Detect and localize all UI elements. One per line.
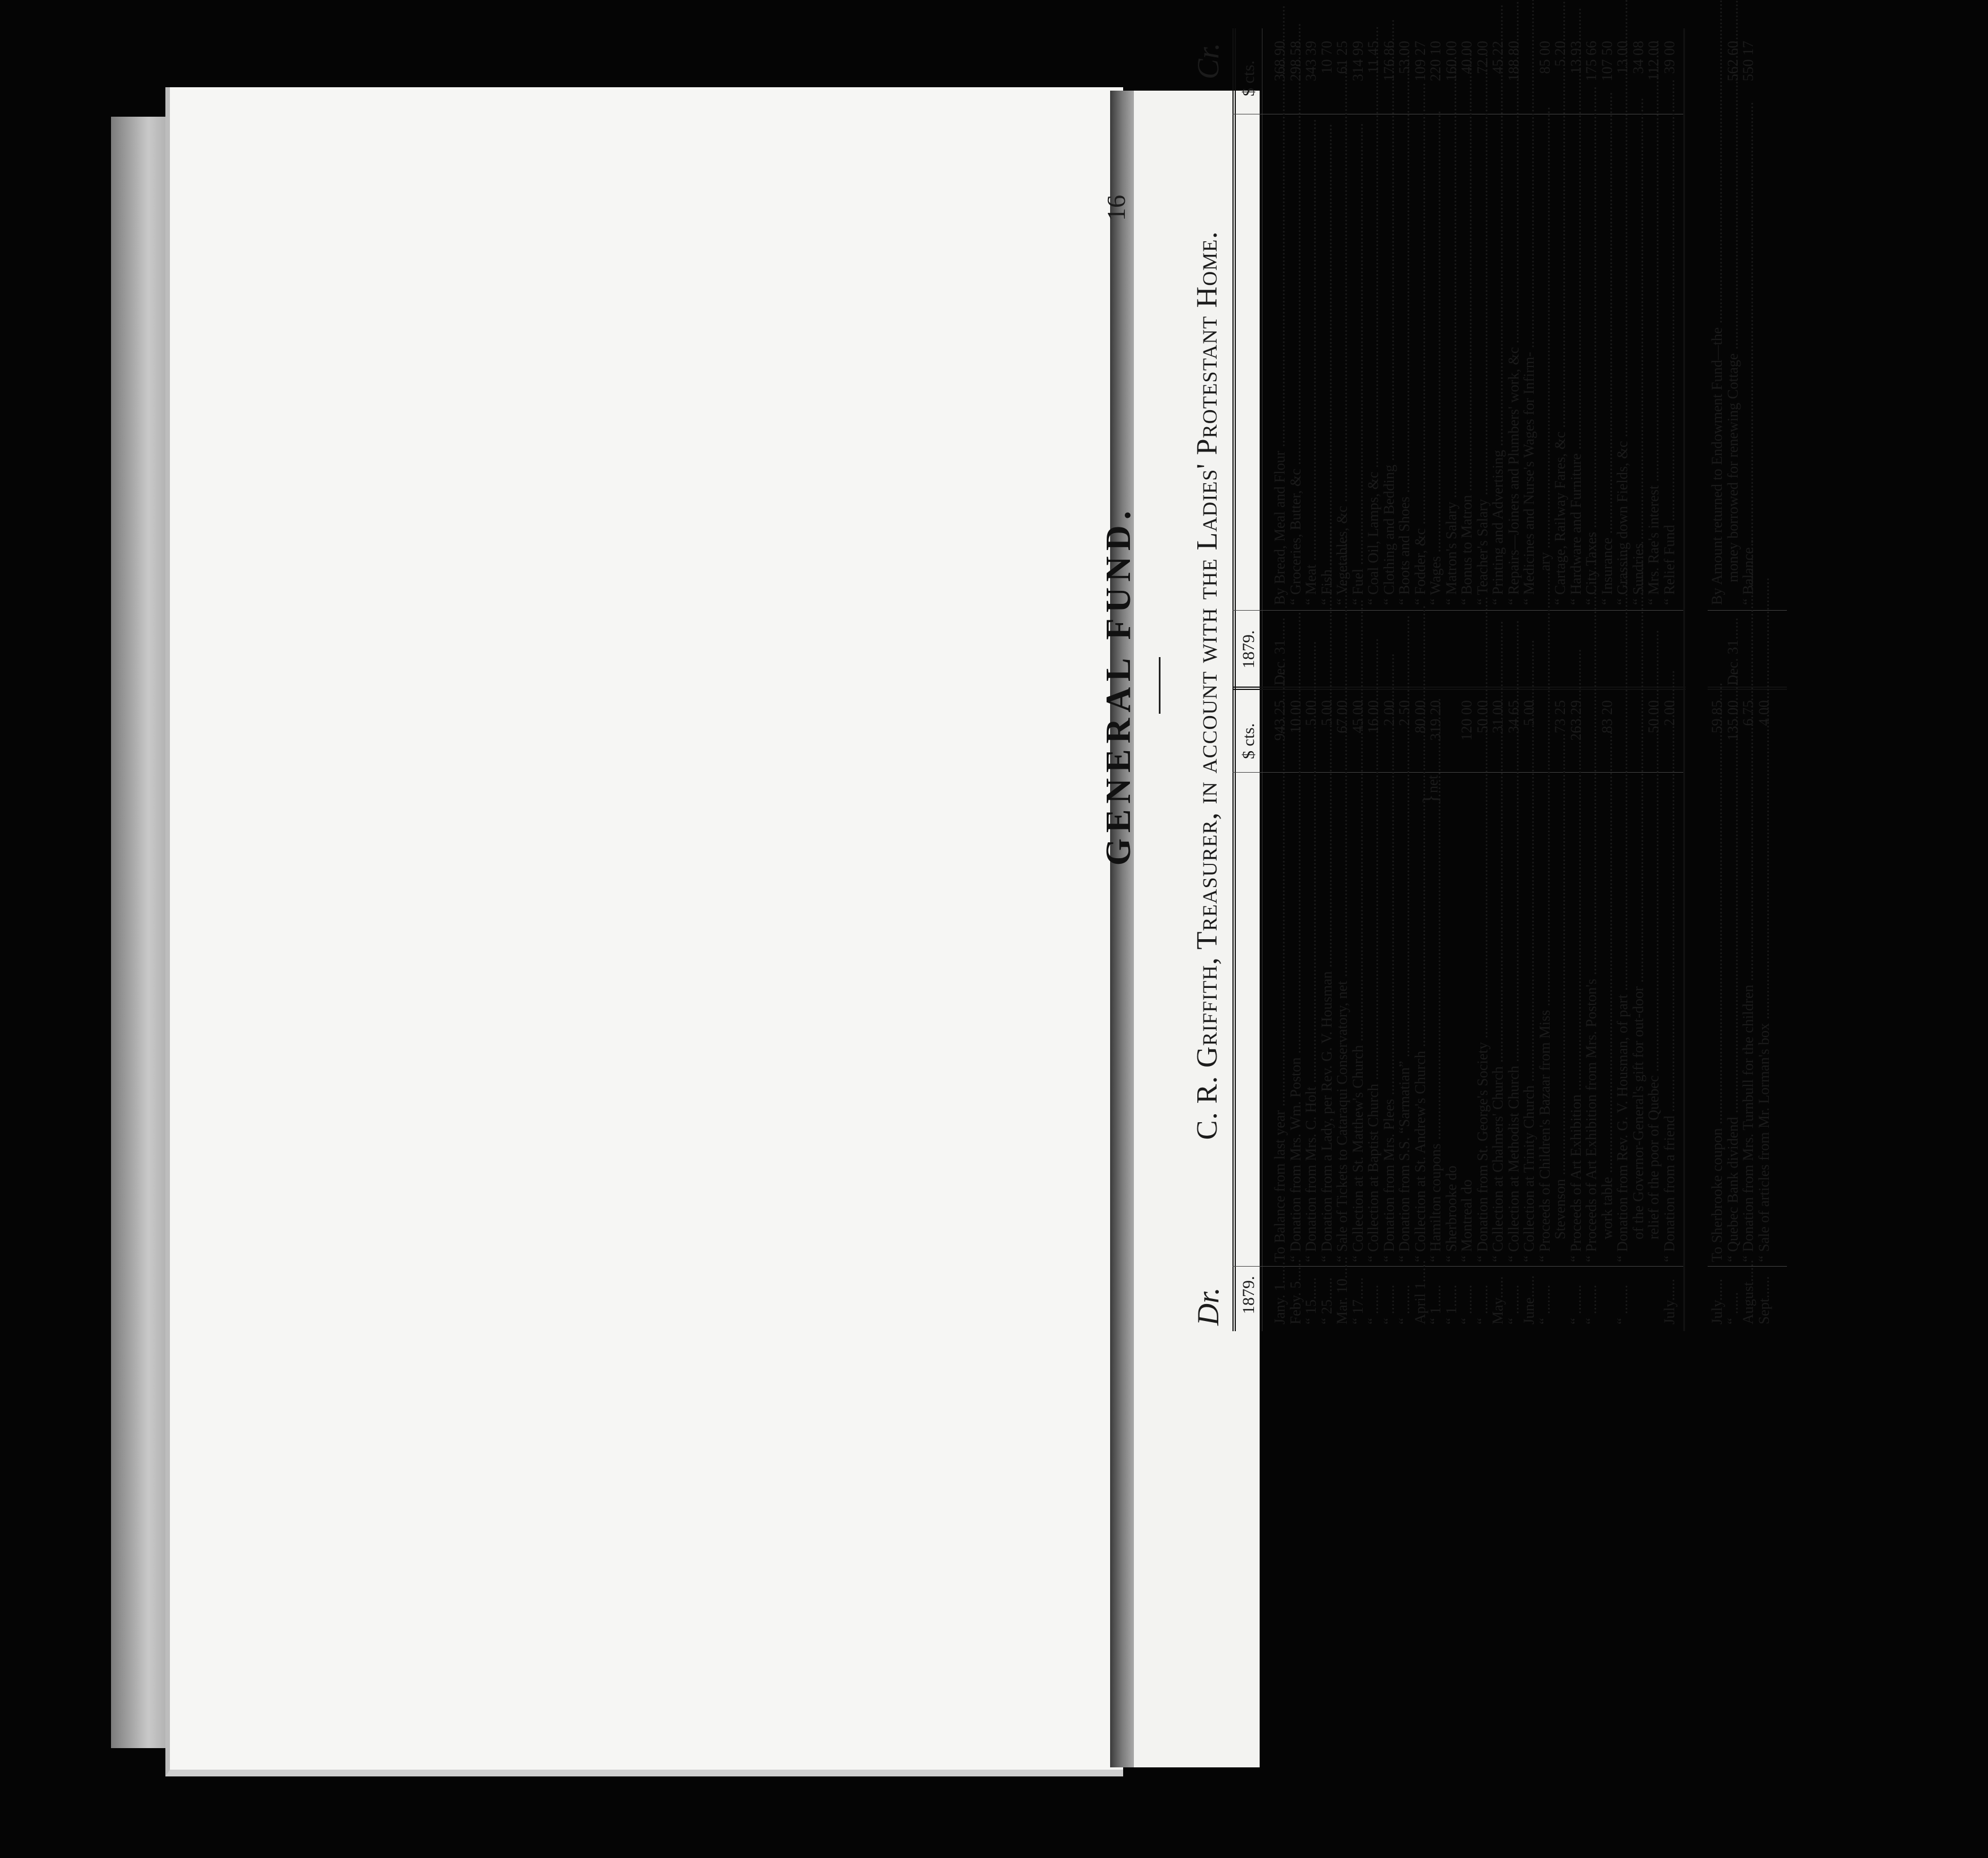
debit-entry-description: “ Donation from S.S. “Sarmatian” ..... [1397, 775, 1413, 1262]
credit-entry-description: “ Bonus to Matron ..... [1459, 118, 1475, 605]
credit-entry-amount: 10 70 [1318, 41, 1335, 74]
title-rule [1159, 657, 1161, 714]
debit-entry-date: “ ........ [1505, 1284, 1522, 1324]
debit-entry-description: “ Collection at Trinity Church ..... [1521, 775, 1537, 1262]
lower-debit-entry-description: To Sherbrooke coupon ..... [1709, 775, 1725, 1262]
credit-entry-amount: 109 27 [1411, 41, 1428, 82]
debit-entry-amount: 2 50 [1396, 700, 1413, 726]
coupons-brace: } [1419, 794, 1443, 804]
credit-entry-amount: 107 50 [1598, 41, 1615, 82]
credit-entry-amount: 61 25 [1334, 41, 1350, 74]
credit-entry-amount: 13 00 [1614, 41, 1631, 74]
credit-entry-amount: 13 93 [1567, 41, 1584, 74]
credit-entry-description: “ Grassing down Fields, &c ..... [1615, 118, 1631, 605]
credit-entry-amount: 45 22 [1490, 41, 1506, 74]
credit-entry-amount: 72 00 [1474, 41, 1491, 74]
debit-entry-amount: 31 00 [1490, 700, 1506, 734]
debit-entry-date: “ 1...... [1443, 1284, 1460, 1324]
debit-entry-date: “ ........ [1380, 1284, 1397, 1324]
credit-entry-description: “ Coal Oil, Lamps, &c ..... [1366, 118, 1381, 605]
credit-entry-description: “ Sundries ..... [1631, 118, 1646, 605]
debit-entry-date: June...... [1521, 1275, 1537, 1324]
debit-entry-description: of the Governor-General's gift for out-door ..... [1631, 775, 1646, 1239]
debit-entry-amount: 120 00 [1458, 700, 1475, 741]
table-top-rule [1232, 28, 1236, 1331]
debit-entry-date: “ 1...... [1427, 1284, 1444, 1324]
debit-entry-amount: 83 20 [1598, 700, 1615, 734]
lower-debit-entry-date: August...... [1740, 1259, 1756, 1324]
debit-entry-description: “ Proceeds of Art Exhibition ..... [1568, 775, 1584, 1262]
table-bottom-rule [1683, 28, 1685, 1331]
credit-entry-amount: 39 00 [1661, 41, 1678, 74]
debit-entry-date: “ ........ [1567, 1284, 1584, 1324]
credit-entry-description: “ Matron's Salary ..... [1444, 118, 1460, 605]
lower-debit-entry-amount: 6 75 [1740, 700, 1756, 726]
debit-entry-date: “ ........ [1536, 1284, 1553, 1324]
debit-entry-description: “ Donation from a friend ..... [1662, 775, 1678, 1262]
credit-currency-header: $ cts. [1239, 60, 1258, 96]
debit-entry-date: April 1...... [1411, 1260, 1428, 1324]
debit-entry-description: “ Donation from Mrs. Plees ..... [1381, 775, 1397, 1262]
credit-entry-description: By Bread, Meal and Flour ..... [1272, 118, 1288, 605]
debit-entry-date: July...... [1661, 1279, 1678, 1324]
debit-entry-date: “ 17...... [1349, 1277, 1366, 1324]
credit-entry-description: “ Meat ..... [1303, 118, 1319, 605]
debit-entry-amount: 50 00 [1645, 700, 1662, 734]
credit-entry-description: “ Repairs—Joiners and Plumbers' work, &c ..... [1506, 118, 1522, 605]
debit-entry-amount: 263 29 [1567, 700, 1584, 741]
lower-debit-entry-amount: 135 00 [1724, 700, 1741, 741]
debit-entry-description: “ Collection at St. Andrew's Church ..... [1413, 775, 1428, 1262]
credit-entry-amount: 34 08 [1629, 41, 1646, 74]
lower-debit-entry-date: “ ...... [1724, 1292, 1741, 1324]
credit-entry-description: “ Fish ..... [1319, 118, 1335, 605]
debit-entry-description: “ Hamilton coupons ..... [1428, 775, 1444, 1262]
debit-entry-date: Feby. 5...... [1287, 1259, 1304, 1324]
debit-entry-amount: 45 00 [1349, 700, 1366, 734]
debit-entry-description: “ Collection at Methodist Church ..... [1506, 775, 1522, 1262]
debit-entry-description: “ Donation from Rev. G. V. Housman, of part ..... [1615, 775, 1631, 1262]
credit-entry-amount: 175 66 [1583, 41, 1599, 82]
credit-entry-amount: 5 20 [1552, 41, 1568, 67]
lower-credit-entry-description: By Amount returned to Endowment Fund—the ..... [1709, 118, 1725, 605]
credit-entry-amount: 85 00 [1536, 41, 1553, 74]
credit-entry-description: “ Mrs. Rae's interest ..... [1646, 118, 1662, 605]
debit-entry-date: “ 15...... [1303, 1277, 1319, 1324]
debit-entry-amount: 2 00 [1380, 700, 1397, 726]
debit-entry-description: “ Donation from Mrs. Wm. Poston ..... [1288, 775, 1304, 1262]
debit-entry-date: May...... [1490, 1276, 1506, 1324]
lower-credit-date: Dec. 31...... [1725, 617, 1741, 685]
lower-debit-entry-description: “ Sale of articles from Mr. Lorman's box ..... [1756, 775, 1772, 1262]
debit-entry-date: “ ........ [1474, 1284, 1491, 1324]
credit-entry-amount: 314 99 [1349, 41, 1366, 82]
credit-entry-description: “ Clothing and Bedding ..... [1381, 118, 1397, 605]
credit-entry-amount: 298 58 [1287, 41, 1304, 82]
lower-debit-entry-description: “ Quebec Bank dividend ..... [1725, 775, 1741, 1262]
debit-entry-date: “ ........ [1614, 1284, 1631, 1324]
debit-entry-description: “ Sale of Tickets to Cataraqui Conservatory, net ..... [1334, 775, 1350, 1262]
credit-date: Dec. 31...... [1272, 617, 1288, 685]
debit-entry-amount: 10 00 [1287, 700, 1304, 734]
credit-entry-amount: 188 80 [1505, 41, 1522, 82]
debit-entry-description: “ Montreal do [1458, 1179, 1475, 1262]
page-title: GENERAL FUND. [1099, 505, 1138, 866]
credit-entry-amount: 112 00 [1645, 41, 1662, 81]
credit-entry-description: “ Medicines and Nurse's Wages for Infirm- ..... [1521, 118, 1537, 605]
credit-entry-description: “ Vegetables, &c ..... [1334, 118, 1350, 605]
debit-entry-date: “ 25...... [1318, 1277, 1335, 1324]
debit-entry-date: Mar. 10...... [1334, 1256, 1350, 1324]
rotated-ledger-content [1082, 11, 1988, 1360]
lower-debit-entry-date: July...... [1709, 1279, 1725, 1324]
debit-year-header: 1879. [1239, 1276, 1258, 1314]
debit-entry-date: Jany. 1...... [1272, 1262, 1288, 1324]
debit-entry-description: work table ..... [1599, 775, 1615, 1239]
debit-entry-description: “ Proceeds of Children's Bazaar from Miss ..... [1537, 775, 1553, 1262]
debit-entry-description: “ Collection at Chalmers' Church ..... [1490, 775, 1506, 1262]
lower-debit-entry-date: Sept...... [1755, 1276, 1772, 1324]
lower-credit-entry-description: money borrowed for renewing Cottage ..... [1725, 118, 1741, 582]
credit-entry-description: “ City Taxes ..... [1584, 118, 1599, 605]
debit-entry-amount: 5 00 [1318, 700, 1335, 726]
coupons-net-note: net [1424, 775, 1441, 793]
credit-entry-description: “ Cartage, Railway Fares, &c ..... [1552, 118, 1568, 605]
debit-entry-description: Stevenson ..... [1552, 775, 1568, 1239]
credit-entry-amount: 160 00 [1443, 41, 1460, 82]
debit-entry-amount: 80 00 [1411, 700, 1428, 734]
credit-entry-description: “ Groceries, Butter, &c ..... [1288, 118, 1304, 605]
lower-debit-entry-amount: 59 85 [1709, 700, 1725, 734]
lower-credit-entry-amount: 550 17 [1740, 41, 1756, 82]
credit-entry-description: “ Printing and Advertising ..... [1490, 118, 1506, 605]
lower-debit-entry-amount: 4 00 [1755, 700, 1772, 726]
credit-entry-description: “ Fodder, &c ..... [1413, 118, 1428, 605]
debit-entry-description: “ Donation from St. George's Society ..... [1475, 775, 1491, 1262]
lower-credit-entry-description: “ Balance ..... [1740, 118, 1756, 605]
debit-entry-description: “ Sherbrooke do [1443, 1165, 1460, 1262]
debit-entry-description: “ Donation from a Lady, per Rev. G. V. Housman ..... [1319, 775, 1335, 1262]
underlying-page-edge [111, 117, 173, 1748]
debit-entry-description: “ Proceeds of Art Exhibition from Mrs. Poston's ..... [1584, 775, 1599, 1262]
debit-label: Dr. [1191, 1287, 1225, 1326]
credit-entry-amount: 53 00 [1396, 41, 1413, 74]
debit-entry-description: To Balance from last year ..... [1272, 775, 1288, 1262]
debit-entry-description: relief of the poor of Quebec ..... [1646, 775, 1662, 1239]
debit-entry-description: “ Donation from Mrs. C. Holt ..... [1303, 775, 1319, 1262]
credit-entry-description: “ Boots and Shoes ..... [1397, 118, 1413, 605]
debit-entry-amount: 50 00 [1474, 700, 1491, 734]
credit-entry-description: “ Insurance ..... [1599, 118, 1615, 605]
credit-entry-description: “ Fuel ..... [1350, 118, 1366, 605]
debit-entry-description: “ Collection at St. Matthew's Church ..... [1350, 775, 1366, 1262]
debit-entry-amount: 2 00 [1661, 700, 1678, 726]
credit-entry-description: “ Wages ..... [1428, 118, 1444, 605]
credit-entry-amount: 368 90 [1272, 41, 1288, 82]
debit-entry-amount: 16 00 [1365, 700, 1381, 734]
credit-entry-amount: 343 39 [1303, 41, 1319, 82]
debit-entry-amount: 67 00 [1334, 700, 1350, 734]
ledger-page [165, 87, 1123, 1776]
debit-entry-date: “ ........ [1583, 1284, 1599, 1324]
debit-entry-amount: 34 65 [1505, 700, 1522, 734]
page-number: 16 [1102, 195, 1130, 221]
debit-entry-date: “ ........ [1365, 1284, 1381, 1324]
credit-entry-amount: 220 10 [1427, 41, 1444, 82]
credit-entry-description: ary ..... [1537, 118, 1553, 571]
credit-year-header: 1879. [1239, 630, 1258, 668]
lower-credit-entry-amount: 562 60 [1724, 41, 1741, 82]
debit-entry-description: “ Collection at Baptist Church ..... [1366, 775, 1381, 1262]
debit-entry-amount: 73 25 [1552, 700, 1568, 734]
credit-entry-description: “ Teacher's Salary ..... [1475, 118, 1491, 605]
credit-entry-description: “ Hardware and Furniture ..... [1568, 118, 1584, 605]
debit-entry-amount: 5 00 [1303, 700, 1319, 726]
debit-entry-amount: 5 00 [1521, 700, 1537, 726]
credit-entry-amount: 40 00 [1458, 41, 1475, 74]
debit-entry-date: “ ........ [1458, 1284, 1475, 1324]
credit-entry-amount: 11 45 [1365, 41, 1381, 74]
debit-currency-header: $ cts. [1239, 723, 1258, 759]
account-title: C. R. Griffith, Treasurer, in account with the Ladies' Protestant Home. [1191, 231, 1223, 1140]
lower-debit-entry-description: “ Donation from Mrs. Turnbull for the children ..... [1740, 775, 1756, 1262]
debit-entry-date: “ ........ [1396, 1284, 1413, 1324]
credit-entry-amount: 176 86 [1380, 41, 1397, 82]
debit-entry-amount: 319 20 [1427, 700, 1444, 741]
credit-label: Cr. [1191, 42, 1225, 79]
debit-entry-amount: 943 25 [1272, 700, 1288, 741]
credit-entry-description: “ Relief Fund ..... [1662, 118, 1678, 605]
